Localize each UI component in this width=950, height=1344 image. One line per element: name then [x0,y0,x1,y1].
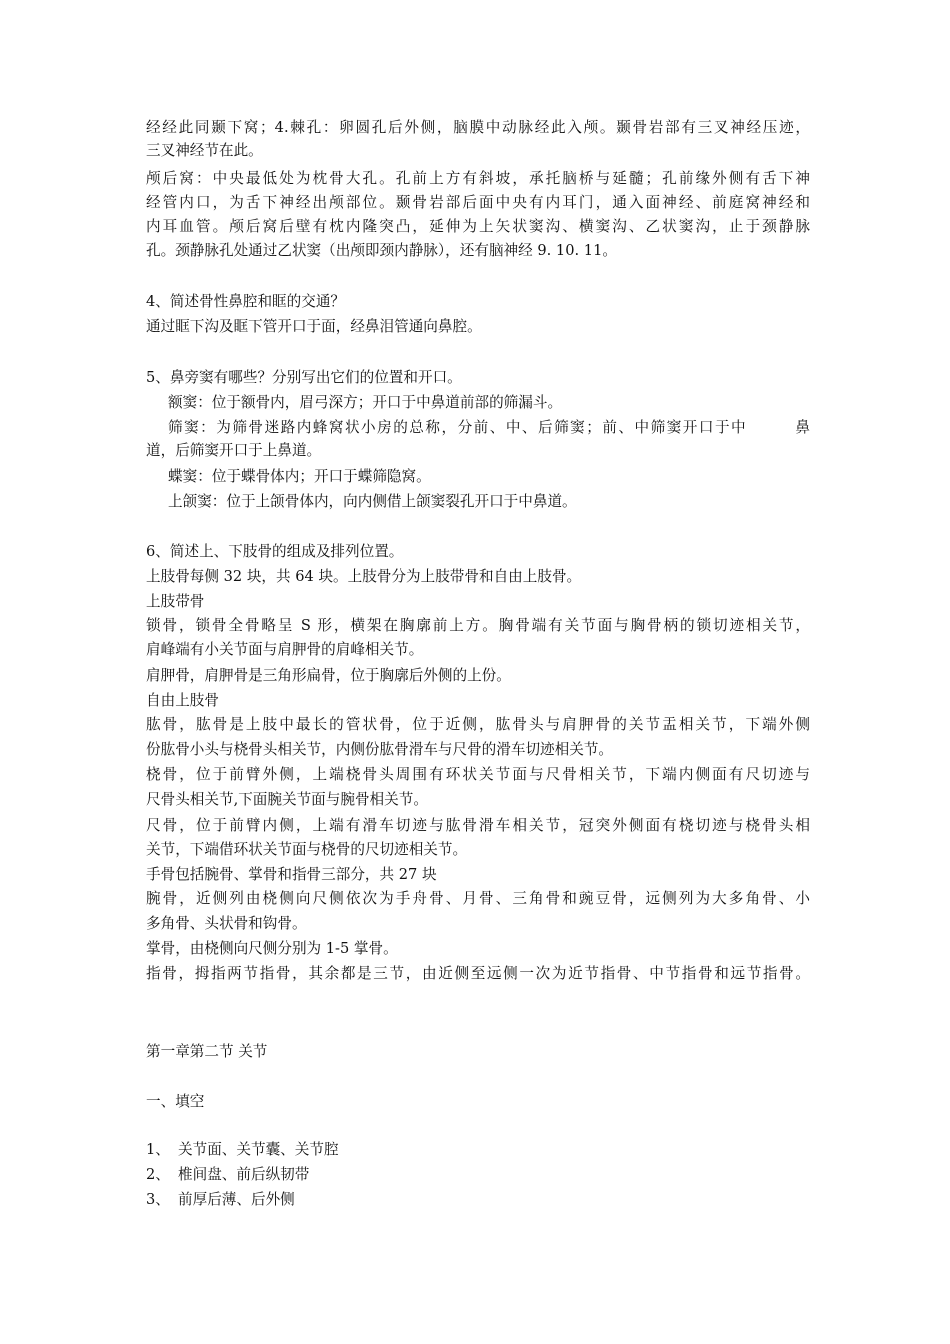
text-line: 肩胛骨，肩胛骨是三角形扁骨，位于胸廓后外侧的上份。 [146,667,511,684]
text-line: 上肢骨每侧 32 块，共 64 块。上肢骨分为上肢带骨和自由上肢骨。 [146,568,582,585]
text-line: 内耳血管。颅后窝后壁有枕内隆突凸，延伸为上矢状窦沟、横窦沟、乙状窦沟，止于颈静脉 [146,218,810,235]
text-line: 蝶窦：位于蝶骨体内；开口于蝶筛隐窝。 [168,468,431,485]
text-line: 掌骨，由桡侧向尺侧分别为 1-5 掌骨。 [146,940,398,957]
list-item-number: 2、 [146,1166,170,1183]
text-line: 手骨包括腕骨、掌骨和指骨三部分，共 27 块 [146,866,437,883]
text-line: 锁骨，锁骨全骨略呈 S 形，横架在胸廓前上方。胸骨端有关节面与胸骨柄的锁切迹相关节， [146,617,810,634]
text-line: 孔。颈静脉孔处通过乙状窦（出颅即颈内静脉），还有脑神经 9. 10. 11。 [146,242,617,259]
list-item-text: 前厚后薄、后外侧 [178,1191,295,1208]
subsection-title: 一、填空 [146,1093,205,1110]
text-line: 自由上肢骨 [146,692,219,709]
text-line: 上肢带骨 [146,593,205,610]
text-line: 多角骨、头状骨和钩骨。 [146,915,307,932]
text-line: 肱骨，肱骨是上肢中最长的管状骨，位于近侧，肱骨头与肩胛骨的关节盂相关节，下端外侧 [146,716,810,733]
list-item-text: 椎间盘、前后纵韧带 [178,1166,310,1183]
text-line: 三叉神经节在此。 [146,142,263,159]
section-title: 第一章第二节 关节 [146,1043,268,1060]
text-line: 腕骨，近侧列由桡侧向尺侧依次为手舟骨、月骨、三角骨和豌豆骨，远侧列为大多角骨、小 [146,890,810,907]
list-item [146,1189,810,1211]
text-line: 上颌窦：位于上颌骨体内，向内侧借上颌窦裂孔开口于中鼻道。 [168,493,577,510]
text-line: 道，后筛窦开口于上鼻道。 [146,442,322,459]
text-line: 份肱骨小头与桡骨头相关节，内侧份肱骨滑车与尺骨的滑车切迹相关节。 [146,741,614,758]
question-heading: 4、简述骨性鼻腔和眶的交通？ [146,293,346,310]
text-line: 肩峰端有小关节面与肩胛骨的肩峰相关节。 [146,641,424,658]
question-heading: 6、简述上、下肢骨的组成及排列位置。 [146,543,404,560]
list-item-number: 3、 [146,1191,170,1208]
list-item [146,1139,810,1161]
list-item-text: 关节面、关节囊、关节腔 [178,1141,339,1158]
text-line: 指骨，拇指两节指骨，其余都是三节，由近侧至远侧一次为近节指骨、中节指骨和远节指骨。 [146,965,810,982]
list-item-number: 1、 [146,1141,170,1158]
text-line: 额窦：位于额骨内，眉弓深方；开口于中鼻道前部的筛漏斗。 [168,394,563,411]
text-line: 桡骨，位于前臂外侧，上端桡骨头周围有环状关节面与尺骨相关节，下端内侧面有尺切迹与 [146,766,810,783]
text-line: 关节，下端借环状关节面与桡骨的尺切迹相关节。 [146,841,468,858]
text-line: 尺骨头相关节,下面腕关节面与腕骨相关节。 [146,791,428,808]
question-heading: 5、鼻旁窦有哪些？分别写出它们的位置和开口。 [146,369,462,386]
text-line: 颅后窝：中央最低处为枕骨大孔。孔前上方有斜坡，承托脑桥与延髓；孔前缘外侧有舌下神 [146,170,810,187]
text-line: 尺骨，位于前臂内侧，上端有滑车切迹与肱骨滑车相关节，冠突外侧面有桡切迹与桡骨头相 [146,817,810,834]
text-line: 经经此同颞下窝；4.棘孔：卵圆孔后外侧，脑膜中动脉经此入颅。颞骨岩部有三叉神经压迹， [146,119,810,136]
text-line: 筛窦：为筛骨迷路内蜂窝状小房的总称，分前、中、后筛窦；前、中筛窦开口于中 鼻 [168,419,810,436]
text-line: 通过眶下沟及眶下管开口于面，经鼻泪管通向鼻腔。 [146,318,482,335]
text-line: 经管内口，为舌下神经出颅部位。颞骨岩部后面中央有内耳门，通入面神经、前庭窝神经和 [146,194,810,211]
list-item [146,1164,810,1186]
